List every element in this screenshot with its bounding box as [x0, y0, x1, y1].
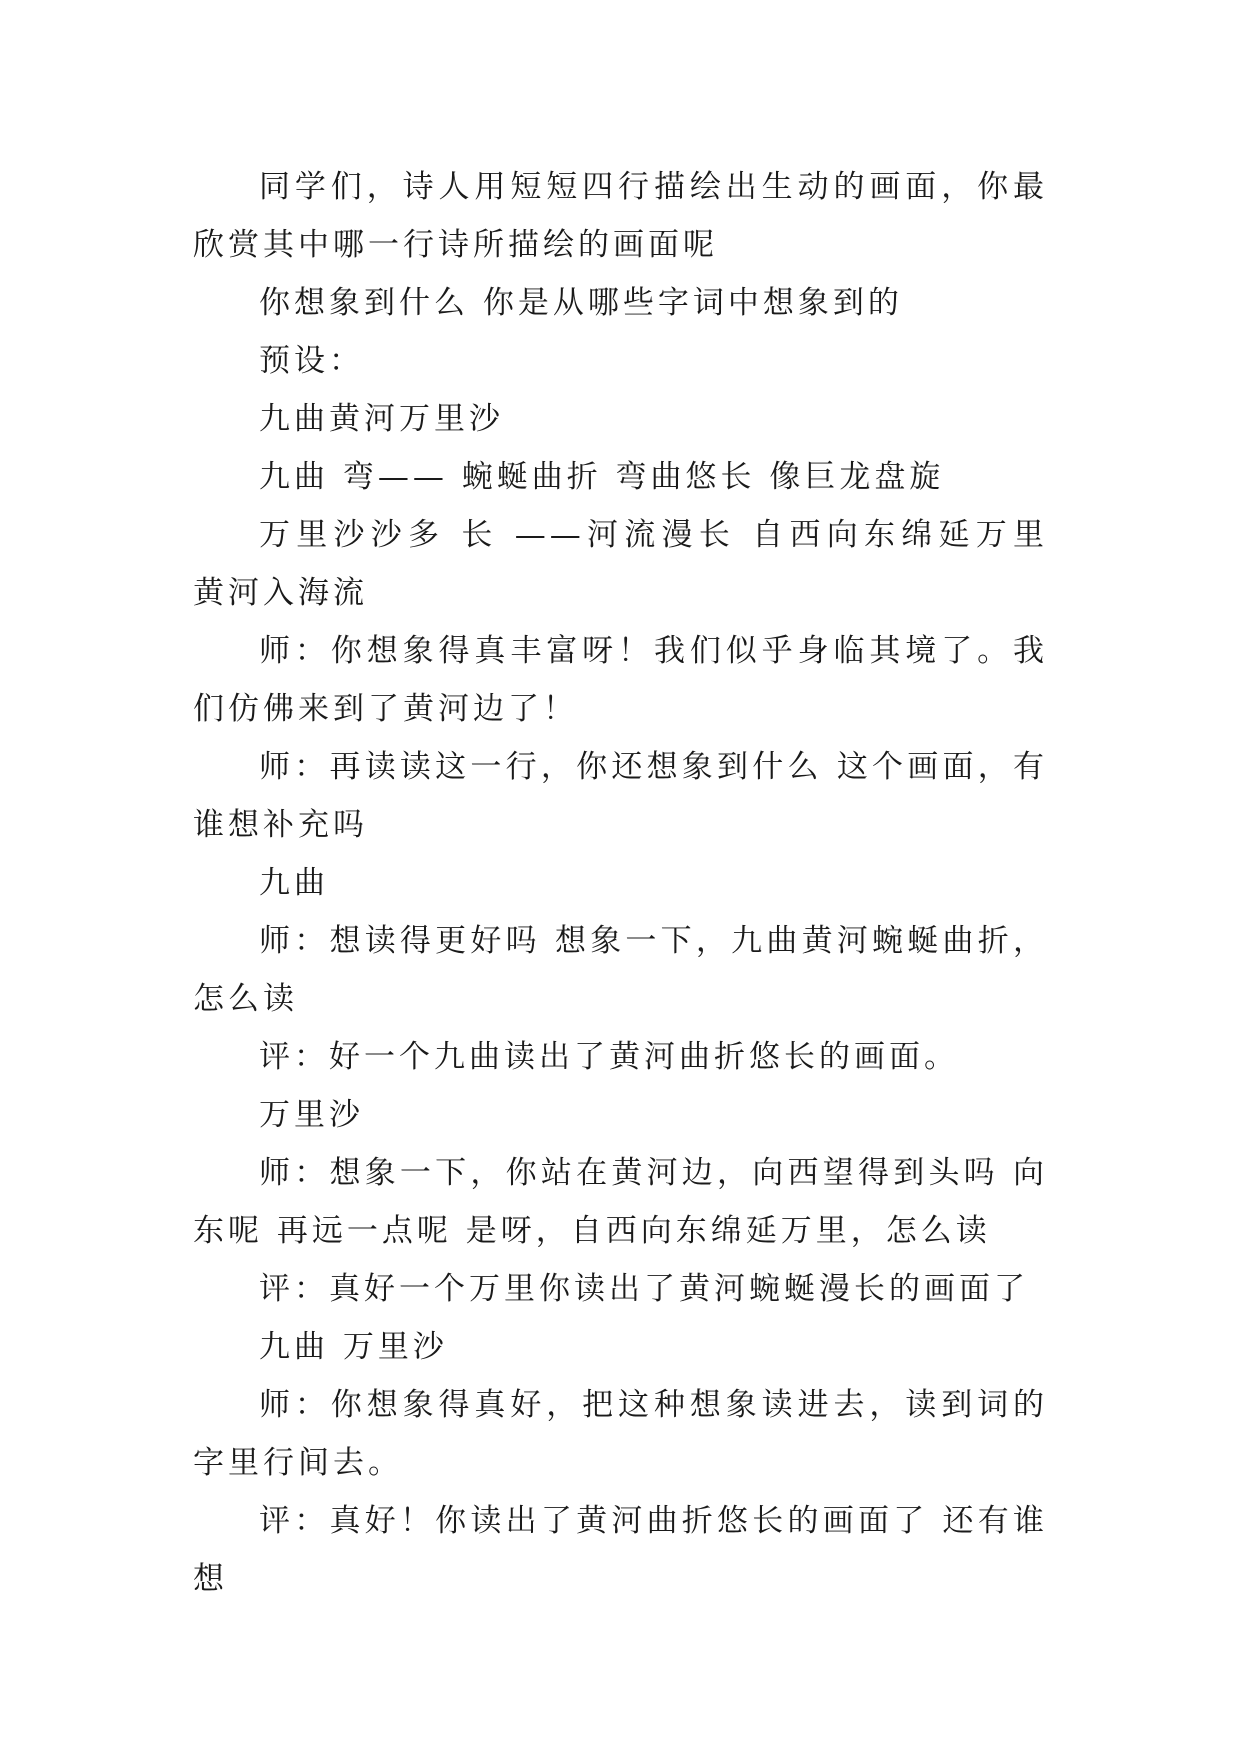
paragraph: 评：真好一个万里你读出了黄河蜿蜒漫长的画面了 — [259, 1271, 1029, 1307]
paragraph: 同学们，诗人用短短四行描绘出生动的画面，你最欣赏其中哪一行诗所描绘的画面呢 — [193, 169, 1048, 263]
paragraph: 九曲 — [259, 865, 329, 901]
paragraph: 评：真好！你读出了黄河曲折悠长的画面了 还有谁想 — [193, 1503, 1048, 1597]
paragraph: 评：好一个九曲读出了黄河曲折悠长的画面。 — [259, 1039, 959, 1075]
paragraph: 九曲 弯—— 蜿蜒曲折 弯曲悠长 像巨龙盘旋 — [259, 459, 945, 495]
paragraph: 预设： — [259, 343, 364, 379]
paragraph: 师：想读得更好吗 想象一下，九曲黄河蜿蜒曲折，怎么读 — [193, 923, 1048, 1017]
paragraph: 师：想象一下，你站在黄河边，向西望得到头吗 向东呢 再远一点呢 是呀，自西向东绵延万里，怎么读 — [193, 1155, 1048, 1249]
document-body — [193, 158, 1048, 1608]
paragraph: 师：你想象得真好，把这种想象读进去，读到词的字里行间去。 — [193, 1387, 1048, 1481]
paragraph: 九曲 万里沙 — [259, 1329, 448, 1365]
paragraph: 万里沙沙多 长 ——河流漫长 自西向东绵延万里 黄河入海流 — [193, 517, 1048, 611]
paragraph: 万里沙 — [259, 1097, 364, 1133]
paragraph: 师：再读读这一行，你还想象到什么 这个画面，有谁想补充吗 — [193, 749, 1048, 843]
paragraph: 九曲黄河万里沙 — [259, 401, 504, 437]
paragraph: 你想象到什么 你是从哪些字词中想象到的 — [259, 285, 903, 321]
paragraph: 师：你想象得真丰富呀！我们似乎身临其境了。我们仿佛来到了黄河边了！ — [193, 633, 1048, 727]
